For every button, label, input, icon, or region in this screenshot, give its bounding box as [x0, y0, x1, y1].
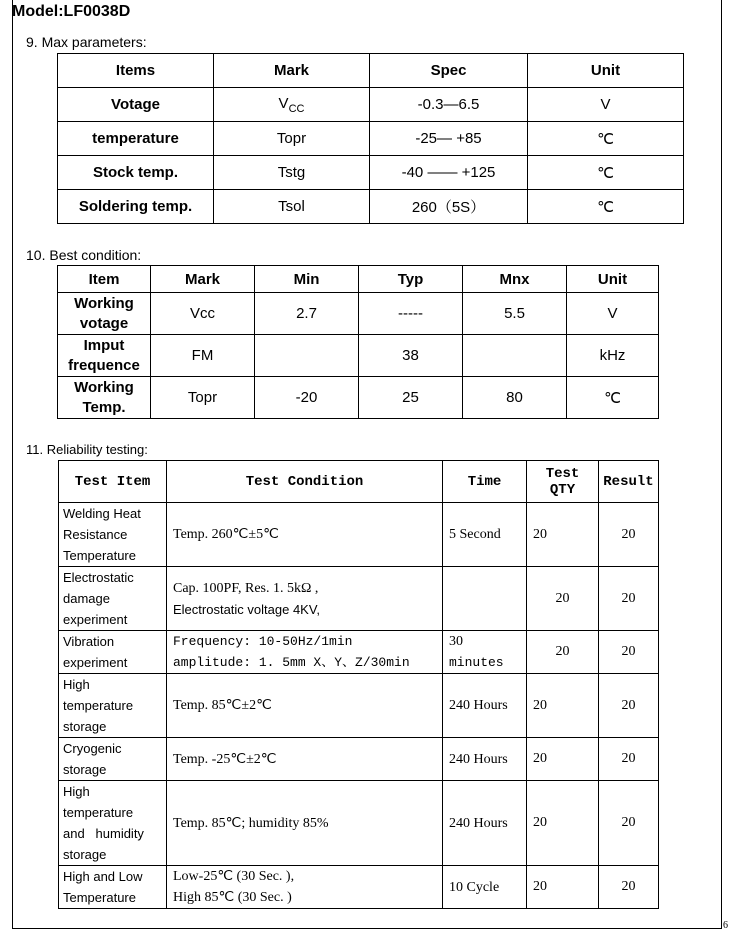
cell-mark: Vcc [151, 293, 255, 335]
header-mark: Mark [151, 266, 255, 293]
cell-spec: 260（5S） [370, 190, 528, 224]
cell-item: Soldering temp. [58, 190, 214, 224]
cell-qty: 20 [527, 631, 599, 674]
mark-subscript: CC [288, 102, 305, 115]
cell-qty: 20 [527, 866, 599, 909]
table-header-row [58, 266, 659, 293]
item-line: experiment [63, 655, 128, 670]
cell-time: 10 Cycle [443, 866, 527, 909]
item-line: Imput [83, 336, 125, 354]
cell-unit: V [528, 88, 684, 122]
item-line: storage [63, 847, 107, 862]
item-line: Working [74, 378, 134, 396]
cell-test-item [59, 674, 167, 738]
cell-qty: 20 [527, 674, 599, 738]
item-line: Working [74, 294, 134, 312]
cell-spec: -25— +85 [370, 122, 528, 156]
cell-test-condition: Temp. 85℃±2℃ [167, 674, 443, 738]
cell-test-condition: Temp. 85℃; humidity 85% [167, 781, 443, 866]
table-row [59, 503, 659, 567]
item-line: Electrostatic [63, 570, 134, 585]
table-header-row [58, 54, 684, 88]
header-time: Time [443, 461, 527, 503]
item-line: votage [79, 314, 129, 332]
cell-mark [214, 88, 370, 122]
item-line: High [63, 784, 90, 799]
cell-max: 80 [463, 377, 567, 419]
header-max: Mnx [463, 266, 567, 293]
cell-mark: Tstg [214, 156, 370, 190]
header-test-item: Test Item [59, 461, 167, 503]
cell-test-condition: Temp. 260℃±5℃ [167, 503, 443, 567]
section9-title: 9. Max parameters: [26, 34, 147, 50]
cell-min [255, 335, 359, 377]
condition-line: Cap. 100PF, Res. 1. 5kΩ , [173, 580, 319, 596]
max-parameters-table [57, 53, 684, 224]
item-line: experiment [63, 612, 128, 627]
table-row [58, 156, 684, 190]
cell-typ: 38 [359, 335, 463, 377]
cell-unit: V [567, 293, 659, 335]
cell-item [58, 293, 151, 335]
table-row [58, 335, 659, 377]
cell-typ: ----- [359, 293, 463, 335]
cell-test-condition: Temp. -25℃±2℃ [167, 738, 443, 781]
item-line: Resistance [63, 527, 128, 542]
cell-mark: FM [151, 335, 255, 377]
mark-text: V [278, 94, 289, 112]
header-test-condition: Test Condition [167, 461, 443, 503]
cell-test-item [59, 567, 167, 631]
cell-qty: 20 [527, 567, 599, 631]
cell-spec: -0.3—6.5 [370, 88, 528, 122]
header-mark: Mark [214, 54, 370, 88]
table-row [59, 567, 659, 631]
item-line: temperature [63, 805, 134, 820]
cell-test-condition [167, 866, 443, 909]
table-row [59, 866, 659, 909]
cell-unit: ℃ [528, 190, 684, 224]
cell-item: temperature [58, 122, 214, 156]
cell-result: 20 [599, 866, 659, 909]
cell-time [443, 631, 527, 674]
cell-item [58, 335, 151, 377]
table-row [59, 738, 659, 781]
cell-test-item [59, 503, 167, 567]
header-items: Items [58, 54, 214, 88]
cell-typ: 25 [359, 377, 463, 419]
condition-line: High 85℃ (30 Sec. ) [173, 890, 292, 905]
table-row [59, 781, 659, 866]
table-row [58, 122, 684, 156]
section10-title: 10. Best condition: [26, 247, 142, 263]
cell-item: Stock temp. [58, 156, 214, 190]
item-line: storage [63, 762, 107, 777]
cell-spec: -40 —— +125 [370, 156, 528, 190]
condition-line: Frequency: 10-50Hz/1min [173, 634, 353, 649]
cell-qty: 20 [527, 503, 599, 567]
table-row [59, 674, 659, 738]
condition-line: Electrostatic voltage 4KV, [173, 601, 320, 617]
header-result: Result [599, 461, 659, 503]
table-row [58, 190, 684, 224]
cell-result: 20 [599, 738, 659, 781]
item-line: Cryogenic [63, 741, 122, 756]
cell-unit: kHz [567, 335, 659, 377]
cell-qty: 20 [527, 738, 599, 781]
cell-result: 20 [599, 674, 659, 738]
cell-time: 240 Hours [443, 781, 527, 866]
header-item: Item [58, 266, 151, 293]
cell-qty: 20 [527, 781, 599, 866]
header-spec: Spec [370, 54, 528, 88]
cell-test-item [59, 781, 167, 866]
table-row [58, 293, 659, 335]
header-typ: Typ [359, 266, 463, 293]
table-row [58, 377, 659, 419]
item-line: storage [63, 719, 107, 734]
cell-item: Votage [58, 88, 214, 122]
cell-test-item [59, 866, 167, 909]
table-row [59, 631, 659, 674]
header-test-qty [527, 461, 599, 503]
item-line: High [63, 677, 90, 692]
item-line: Vibration [63, 634, 115, 649]
best-condition-table [57, 265, 659, 419]
cell-time: 240 Hours [443, 674, 527, 738]
cell-time [443, 567, 527, 631]
item-line: Temperature [63, 890, 136, 905]
cell-time: 5 Second [443, 503, 527, 567]
cell-test-item [59, 738, 167, 781]
cell-test-item [59, 631, 167, 674]
table-row [58, 88, 684, 122]
cell-result: 20 [599, 631, 659, 674]
item-line: frequence [68, 356, 140, 374]
cell-test-condition [167, 567, 443, 631]
cell-result: 20 [599, 781, 659, 866]
item-line: and humidity [63, 826, 144, 841]
table-header-row [59, 461, 659, 503]
reliability-testing-table [58, 460, 659, 909]
cell-unit: ℃ [567, 377, 659, 419]
cell-mark: Topr [151, 377, 255, 419]
cell-time: 240 Hours [443, 738, 527, 781]
item-line: High and Low [63, 869, 143, 884]
item-line: damage [63, 591, 110, 606]
section11-title: 11. Reliability testing: [26, 442, 148, 457]
cell-test-condition [167, 631, 443, 674]
model-title: Model:LF0038D [12, 3, 131, 20]
header-unit: Unit [528, 54, 684, 88]
cell-result: 20 [599, 567, 659, 631]
cell-item [58, 377, 151, 419]
header-unit: Unit [567, 266, 659, 293]
cell-min: -20 [255, 377, 359, 419]
cell-unit: ℃ [528, 122, 684, 156]
item-line: Welding Heat [63, 506, 141, 521]
page-number: 6 [723, 920, 728, 931]
cell-mark: Tsol [214, 190, 370, 224]
header-qty-line: QTY [549, 481, 576, 498]
cell-unit: ℃ [528, 156, 684, 190]
item-line: Temp. [82, 398, 126, 416]
cell-min: 2.7 [255, 293, 359, 335]
time-line: 30 [449, 634, 463, 649]
item-line: Temperature [63, 548, 136, 563]
cell-max: 5.5 [463, 293, 567, 335]
cell-max [463, 335, 567, 377]
cell-mark: Topr [214, 122, 370, 156]
header-qty-line: Test [545, 465, 580, 482]
condition-line: amplitude: 1. 5mm X、Y、Z/30min [173, 655, 410, 670]
header-min: Min [255, 266, 359, 293]
condition-line: Low-25℃ (30 Sec. ), [173, 869, 295, 884]
cell-result: 20 [599, 503, 659, 567]
time-line: minutes [449, 655, 504, 670]
item-line: temperature [63, 698, 134, 713]
